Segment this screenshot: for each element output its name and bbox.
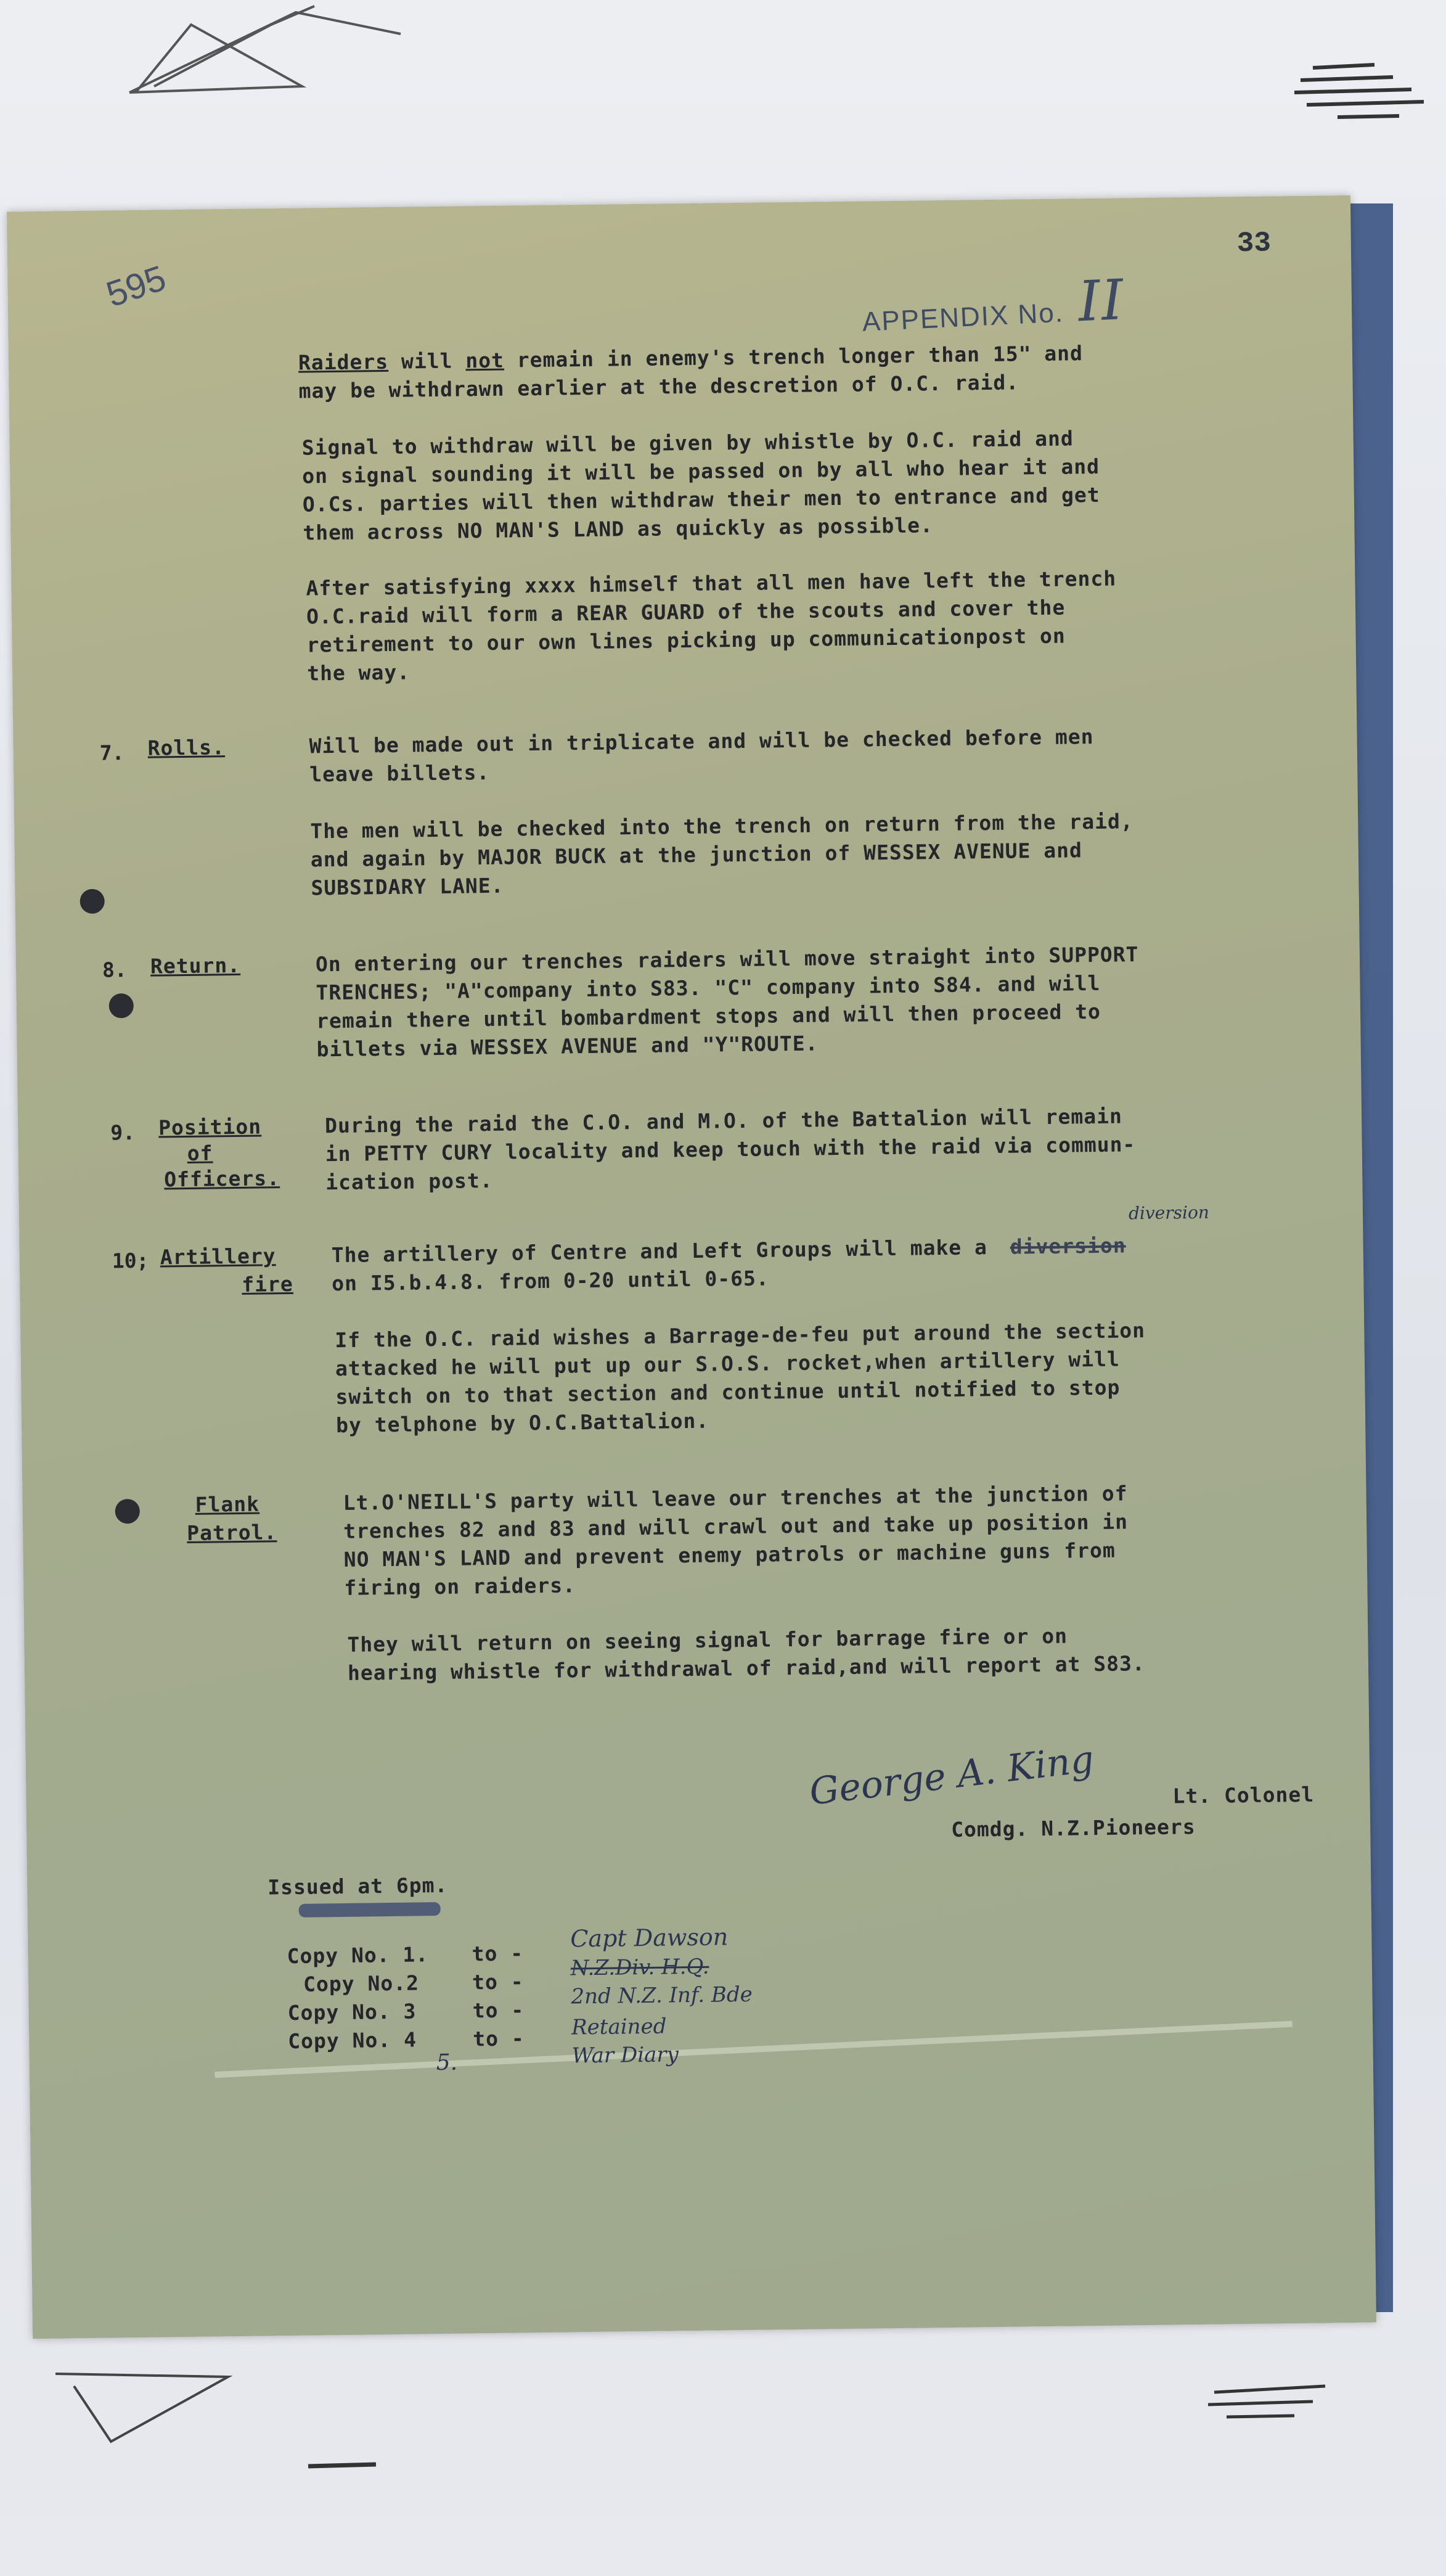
appendix-label bbox=[860, 268, 1126, 345]
copy-number: Copy No. 3 bbox=[287, 1999, 417, 2025]
section-heading: fire bbox=[242, 1271, 294, 1297]
issued-line: Issued at 6pm. bbox=[268, 1873, 448, 1900]
punch-hole bbox=[109, 993, 134, 1018]
pencil-hatch-top-right bbox=[1288, 55, 1430, 136]
appendix-number: II bbox=[1076, 267, 1126, 335]
section-heading: Rolls. bbox=[147, 735, 226, 760]
section-number: 8. bbox=[102, 958, 128, 982]
copy-recipient: 2nd N.Z. Inf. Bde bbox=[571, 1982, 753, 2009]
pencil-triangle-bottom bbox=[49, 2361, 247, 2466]
section-line: If the O.C. raid wishes a Barrage-de-feu put around the section bbox=[335, 1318, 1146, 1353]
copy-number: 5. bbox=[436, 2049, 458, 2076]
section-line: On entering our trenches raiders will move straight into SUPPORT bbox=[315, 942, 1139, 977]
page-number: 33 bbox=[1236, 227, 1272, 260]
section-line: TRENCHES; "A"company into S83. "C" company into S84. and will bbox=[316, 970, 1101, 1005]
section-line: hearing whistle for withdrawal of raid,and will report at S83. bbox=[347, 1651, 1145, 1685]
intro-line: Raiders will not remain in enemy's trench longer than 15" and bbox=[298, 341, 1084, 375]
intro-line: O.Cs. parties will then withdraw their men to entrance and get bbox=[302, 482, 1100, 517]
not-word: not bbox=[465, 348, 505, 373]
section-heading: Flank bbox=[195, 1491, 260, 1517]
section-line-text: The artillery of Centre and Left Groups will make a bbox=[331, 1235, 988, 1268]
section-line: by telphone by O.C.Battalion. bbox=[335, 1408, 709, 1438]
pencil-triangle-top bbox=[117, 0, 413, 99]
section-line: They will return on seeing signal for barrage fire or on bbox=[347, 1623, 1068, 1657]
section-line: ication post. bbox=[325, 1168, 493, 1195]
copy-to: to - bbox=[472, 1998, 525, 2023]
section-heading: Officers. bbox=[163, 1166, 280, 1192]
section-line: on I5.b.4.8. from 0-20 until 0-65. bbox=[332, 1266, 769, 1296]
copy-to: to - bbox=[472, 1969, 524, 1995]
copy-to: to - bbox=[473, 2026, 525, 2051]
copy-recipient: N.Z.Div. H.Q. bbox=[570, 1954, 709, 1981]
signature-rank: Lt. Colonel bbox=[1172, 1782, 1315, 1808]
section-heading: Artillery bbox=[160, 1244, 276, 1270]
signature: George A. King bbox=[807, 1737, 1097, 1814]
copy-recipient: Retained bbox=[571, 2014, 667, 2040]
section-heading: Return. bbox=[150, 953, 241, 978]
scribbled-out-mark bbox=[299, 1902, 441, 1918]
section-line: leave billets. bbox=[309, 760, 490, 787]
section-number: 7. bbox=[99, 740, 125, 765]
intro-line: Signal to withdraw will be given by whistle by O.C. raid and bbox=[301, 426, 1074, 460]
section-heading: Patrol. bbox=[186, 1520, 277, 1546]
punch-hole bbox=[115, 1499, 140, 1524]
section-line: in PETTY CURY locality and keep touch with the raid via commun- bbox=[325, 1132, 1136, 1167]
raiders-word: Raiders bbox=[298, 349, 389, 375]
intro-line: the way. bbox=[306, 660, 411, 686]
intro-line: them across NO MAN'S LAND as quickly as possible. bbox=[303, 513, 934, 545]
section-heading: Position bbox=[158, 1114, 262, 1140]
section-line: The men will be checked into the trench on return from the raid, bbox=[310, 809, 1134, 843]
pencil-dash-bottom bbox=[302, 2457, 388, 2476]
section-line: Will be made out in triplicate and will be checked before men bbox=[309, 724, 1094, 758]
section-line: and again by MAJOR BUCK at the junction of WESSEX AVENUE and bbox=[310, 838, 1083, 872]
section-line: billets via WESSEX AVENUE and "Y"ROUTE. bbox=[316, 1031, 819, 1062]
copy-recipient: Capt Dawson bbox=[570, 1923, 729, 1953]
crossed-out-word: diversion bbox=[1010, 1233, 1126, 1259]
copy-number: Copy No. 1. bbox=[287, 1942, 429, 1969]
appendix-label-text: APPENDIX No. bbox=[861, 297, 1064, 337]
section-line: switch on to that section and continue until notified to stop bbox=[335, 1375, 1121, 1409]
copy-number: Copy No.2 bbox=[303, 1971, 420, 1996]
copy-number: Copy No. 4 bbox=[288, 2027, 417, 2054]
copy-to: to - bbox=[472, 1941, 524, 1966]
pencil-hatch-bottom-right bbox=[1202, 2380, 1338, 2435]
intro-line: After satisfying xxxx himself that all men have left the trench bbox=[306, 566, 1117, 601]
section-line: Lt.O'NEILL'S party will leave our trenches at the junction of bbox=[343, 1481, 1128, 1515]
signature-unit: Comdg. N.Z.Pioneers bbox=[950, 1815, 1196, 1842]
section-line: NO MAN'S LAND and prevent enemy patrols or machine guns from bbox=[343, 1538, 1116, 1572]
section-line: firing on raiders. bbox=[344, 1573, 576, 1600]
section-number: 9. bbox=[110, 1120, 136, 1145]
intro-line: retirement to our own lines picking up communicationpost on bbox=[306, 623, 1066, 657]
document-page bbox=[7, 195, 1376, 2339]
intro-line: may be withdrawn earlier at the descretion of O.C. raid. bbox=[298, 370, 1019, 403]
intro-line: O.C.raid will form a REAR GUARD of the scouts and cover the bbox=[306, 595, 1066, 629]
section-line: remain there until bombardment stops and will then proceed to bbox=[316, 999, 1101, 1033]
section-line: attacked he will put up our S.O.S. rocket,when artillery will bbox=[335, 1347, 1121, 1381]
section-line: During the raid the C.O. and M.O. of the Battalion will remain bbox=[324, 1104, 1123, 1138]
punch-hole bbox=[80, 889, 104, 914]
folio-number: 595 bbox=[101, 258, 171, 315]
section-line: SUBSIDARY LANE. bbox=[311, 873, 504, 900]
copy-recipient: War Diary bbox=[571, 2042, 679, 2069]
section-number: 10; bbox=[112, 1248, 149, 1273]
section-line: trenches 82 and 83 and will crawl out and take up position in bbox=[343, 1509, 1129, 1543]
section-heading: of bbox=[187, 1141, 213, 1165]
handwritten-insert: diversion bbox=[1128, 1202, 1210, 1224]
intro-line: on signal sounding it will be passed on by all who hear it and bbox=[302, 454, 1100, 488]
section-line bbox=[331, 1231, 1125, 1270]
